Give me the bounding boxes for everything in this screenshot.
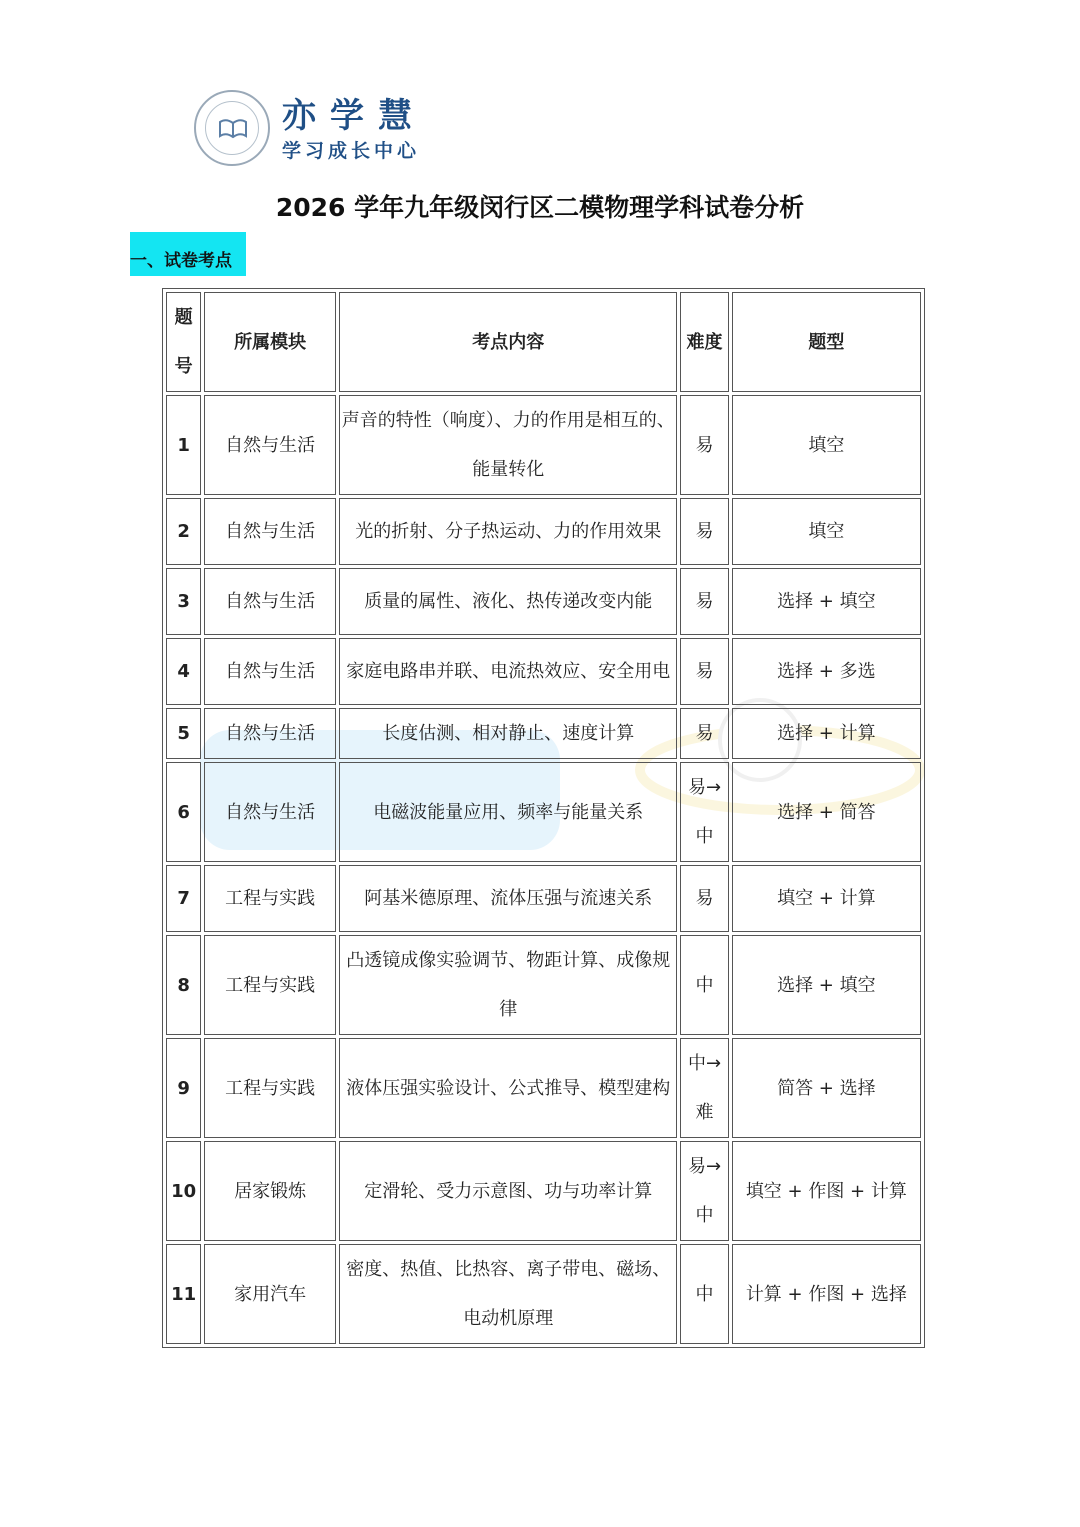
exam-points-table (162, 288, 925, 1348)
cell-difficulty: 易 (680, 498, 728, 565)
cell-module: 工程与实践 (204, 935, 336, 1035)
cell-type: 选择 + 计算 (732, 708, 921, 759)
table-row (166, 708, 921, 759)
cell-points: 声音的特性（响度）、力的作用是相互的、能量转化 (339, 395, 677, 495)
cell-difficulty: 易 (680, 568, 728, 635)
table-row (166, 638, 921, 705)
cell-difficulty: 易 (680, 865, 728, 932)
cell-type: 填空 (732, 498, 921, 565)
cell-type: 选择 + 填空 (732, 568, 921, 635)
header-points: 考点内容 (339, 292, 677, 392)
cell-type: 计算 + 作图 + 选择 (732, 1244, 921, 1344)
cell-no: 8 (166, 935, 201, 1035)
cell-type: 选择 + 简答 (732, 762, 921, 862)
cell-type: 选择 + 填空 (732, 935, 921, 1035)
cell-type: 选择 + 多选 (732, 638, 921, 705)
cell-module: 自然与生活 (204, 568, 336, 635)
cell-no: 11 (166, 1244, 201, 1344)
cell-difficulty: 易→中 (680, 1141, 728, 1241)
table-row (166, 935, 921, 1035)
table-row (166, 762, 921, 862)
cell-module: 居家锻炼 (204, 1141, 336, 1241)
cell-difficulty: 中 (680, 1244, 728, 1344)
table-row (166, 1141, 921, 1241)
cell-points: 凸透镜成像实验调节、物距计算、成像规律 (339, 935, 677, 1035)
cell-module: 家用汽车 (204, 1244, 336, 1344)
cell-no: 1 (166, 395, 201, 495)
cell-type: 简答 + 选择 (732, 1038, 921, 1138)
logo-seal (194, 90, 270, 166)
table-row (166, 498, 921, 565)
cell-type: 填空 + 作图 + 计算 (732, 1141, 921, 1241)
cell-points: 液体压强实验设计、公式推导、模型建构 (339, 1038, 677, 1138)
cell-module: 自然与生活 (204, 638, 336, 705)
table-row (166, 1244, 921, 1344)
cell-no: 3 (166, 568, 201, 635)
cell-no: 9 (166, 1038, 201, 1138)
header-type: 题型 (732, 292, 921, 392)
cell-module: 工程与实践 (204, 865, 336, 932)
table-header-row (166, 292, 921, 392)
header-no: 题号 (166, 292, 201, 392)
cell-points: 光的折射、分子热运动、力的作用效果 (339, 498, 677, 565)
cell-points: 家庭电路串并联、电流热效应、安全用电 (339, 638, 677, 705)
cell-no: 5 (166, 708, 201, 759)
cell-no: 2 (166, 498, 201, 565)
cell-module: 自然与生活 (204, 762, 336, 862)
cell-points: 定滑轮、受力示意图、功与功率计算 (339, 1141, 677, 1241)
cell-module: 工程与实践 (204, 1038, 336, 1138)
cell-no: 4 (166, 638, 201, 705)
cell-difficulty: 中→难 (680, 1038, 728, 1138)
brand-subtitle: 学习成长中心 (282, 140, 421, 162)
cell-difficulty: 易 (680, 638, 728, 705)
cell-points: 密度、热值、比热容、离子带电、磁场、电动机原理 (339, 1244, 677, 1344)
table-row (166, 568, 921, 635)
cell-points: 阿基米德原理、流体压强与流速关系 (339, 865, 677, 932)
cell-no: 10 (166, 1141, 201, 1241)
cell-module: 自然与生活 (204, 708, 336, 759)
table-row (166, 1038, 921, 1138)
book-icon (218, 116, 248, 140)
cell-type: 填空 + 计算 (732, 865, 921, 932)
cell-no: 7 (166, 865, 201, 932)
cell-module: 自然与生活 (204, 395, 336, 495)
cell-points: 长度估测、相对静止、速度计算 (339, 708, 677, 759)
header-module: 所属模块 (204, 292, 336, 392)
cell-difficulty: 中 (680, 935, 728, 1035)
cell-type: 填空 (732, 395, 921, 495)
document-title: 2026 学年九年级闵行区二模物理学科试卷分析 (275, 193, 805, 222)
cell-module: 自然与生活 (204, 498, 336, 565)
table-row (166, 865, 921, 932)
header-difficulty: 难度 (680, 292, 728, 392)
cell-no: 6 (166, 762, 201, 862)
cell-points: 电磁波能量应用、频率与能量关系 (339, 762, 677, 862)
cell-points: 质量的属性、液化、热传递改变内能 (339, 568, 677, 635)
cell-difficulty: 易 (680, 395, 728, 495)
logo (194, 86, 434, 170)
section-heading: 一、试卷考点 (130, 232, 246, 276)
table-row (166, 395, 921, 495)
brand-name: 亦学慧 (282, 96, 426, 136)
cell-difficulty: 易 (680, 708, 728, 759)
cell-difficulty: 易→中 (680, 762, 728, 862)
